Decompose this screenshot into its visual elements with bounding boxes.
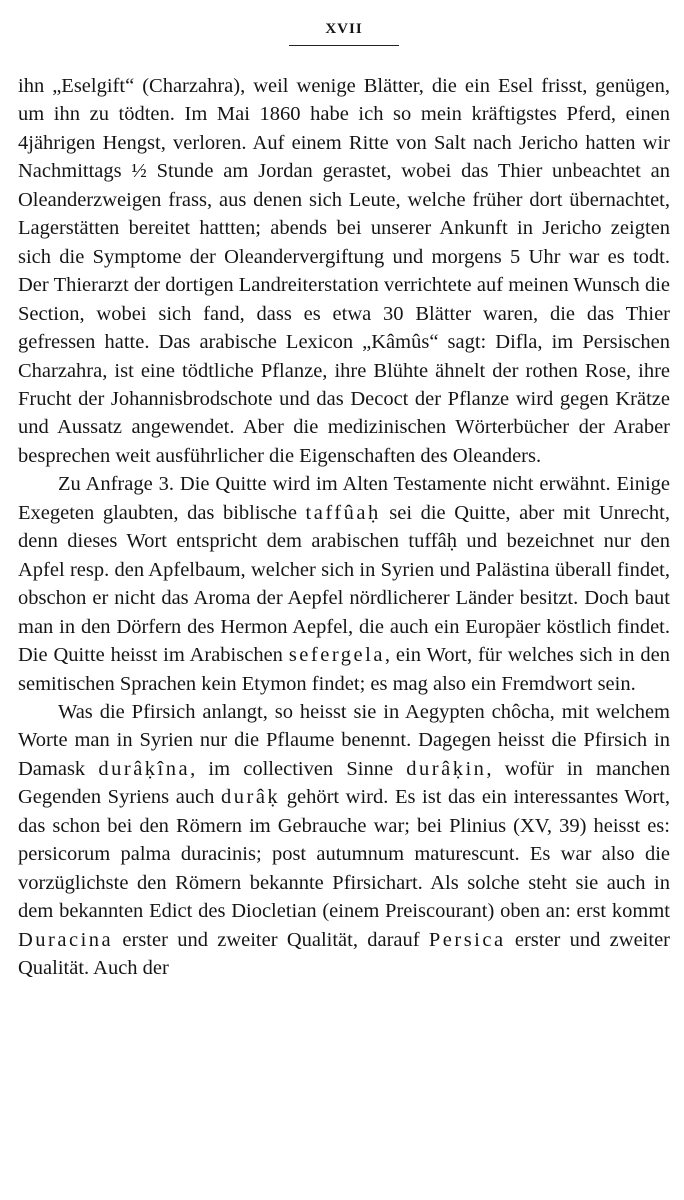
- text-run: Was die Pfirsich anlangt, so heisst sie in Aegypten chôcha, mit welchem Worte man in Syrien nur die Pflaume benennt. Dagegen heisst die Pfirsich in Damask: [18, 700, 670, 780]
- text-run: erster und zweiter Qualität. Auch der: [18, 928, 670, 980]
- text-run: , ein Wort, für welches sich in den semitischen Sprachen kein Etymon findet; es mag also ein Fremdwort sein.: [18, 644, 670, 695]
- spaced-term: durâḳin: [406, 757, 487, 780]
- spaced-term: sefergela: [288, 644, 385, 667]
- text-run: gehört wird. Es ist das ein interessantes Wort, das schon bei den Römern im Gebrauche war; bei Plinius (XV, 39) heisst es: persicorum palma duracinis; post autumnum maturescunt. Es war also die vorzüglichste den Römern bekannte Pfirsichart. Als solche steht sie auch in dem bekannten Edict des Diocletian (einem Preiscourant) oben an: erst kommt: [18, 786, 670, 923]
- text-run: sei die Quitte, aber mit Unrecht, denn dieses Wort entspricht dem arabischen tuffâḥ und bezeichnet nur den Apfel resp. den Apfelbaum, welcher sich in Syrien und Palästina überall findet, obschon er nicht das Aroma der Aepfel nördlicherer Länder besitzt. Doch baut man in den Dörfern des Hermon Aepfel, die auch ein Europäer köstlich findet. Die Quitte heisst im Arabischen: [18, 501, 670, 667]
- spaced-term: taffûaḥ: [305, 501, 381, 524]
- spaced-term: durâḳîna: [98, 757, 191, 780]
- paragraph: [18, 470, 670, 698]
- body-text: [18, 72, 670, 983]
- text-run: ihn „Eselgift“ (Charzahra), weil wenige Blätter, die ein Esel frisst, genügen, um ihn zu tödten. Im Mai 1860 habe ich so mein kräftigstes Pferd, einen 4jährigen Hengst, verloren. Auf einem Ritte von Salt nach Jericho hatten wir Nachmittags ½ Stunde am Jordan gerastet, wobei das Thier unbeachtet an Oleanderzweigen frass, aus denen sich Leute, welche früher dort übernachtet, Lagerstätten bereitet hattten; abends bei unserer Ankunft in Jericho zeigten sich die Symptome der Oleandervergiftung und morgens 5 Uhr war es todt. Der Thierarzt der dortigen Landreiterstation verrichtete auf meinen Wunsch die Section, wobei sich fand, dass es etwa 30 Blätter waren, die das Thier gefressen hatte. Das arabische Lexicon „Kâmûs“ sagt: Difla, im Persischen Charzahra, ist eine tödtliche Pflanze, ihre Blühte ähnelt der rothen Rose, ihre Frucht der Johannisbrodschote und das Decoct der Pflanze wird gegen Krätze und Aussatz angewendet. Aber die medizinischen Wörterbücher der Araber besprechen weit ausführlicher die Eigenschaften des Oleanders.: [18, 75, 670, 467]
- spaced-term: durâḳ: [221, 786, 281, 809]
- text-run: , im collectiven Sinne: [190, 757, 407, 780]
- paragraph: [18, 698, 670, 983]
- paragraph: [18, 72, 670, 470]
- page-number: XVII: [325, 21, 363, 37]
- text-run: erster und zweiter Qualität, darauf: [113, 928, 429, 951]
- header-rule: [289, 45, 399, 46]
- spaced-term: Duracina: [18, 928, 114, 951]
- running-head: [18, 0, 670, 37]
- text-run: , wofür in manchen Gegenden Syriens auch: [18, 757, 670, 809]
- spaced-term: Persica: [428, 928, 506, 951]
- text-run: Zu Anfrage 3. Die Quitte wird im Alten Testamente nicht erwähnt. Einige Exegeten glaubten, das biblische: [18, 473, 670, 524]
